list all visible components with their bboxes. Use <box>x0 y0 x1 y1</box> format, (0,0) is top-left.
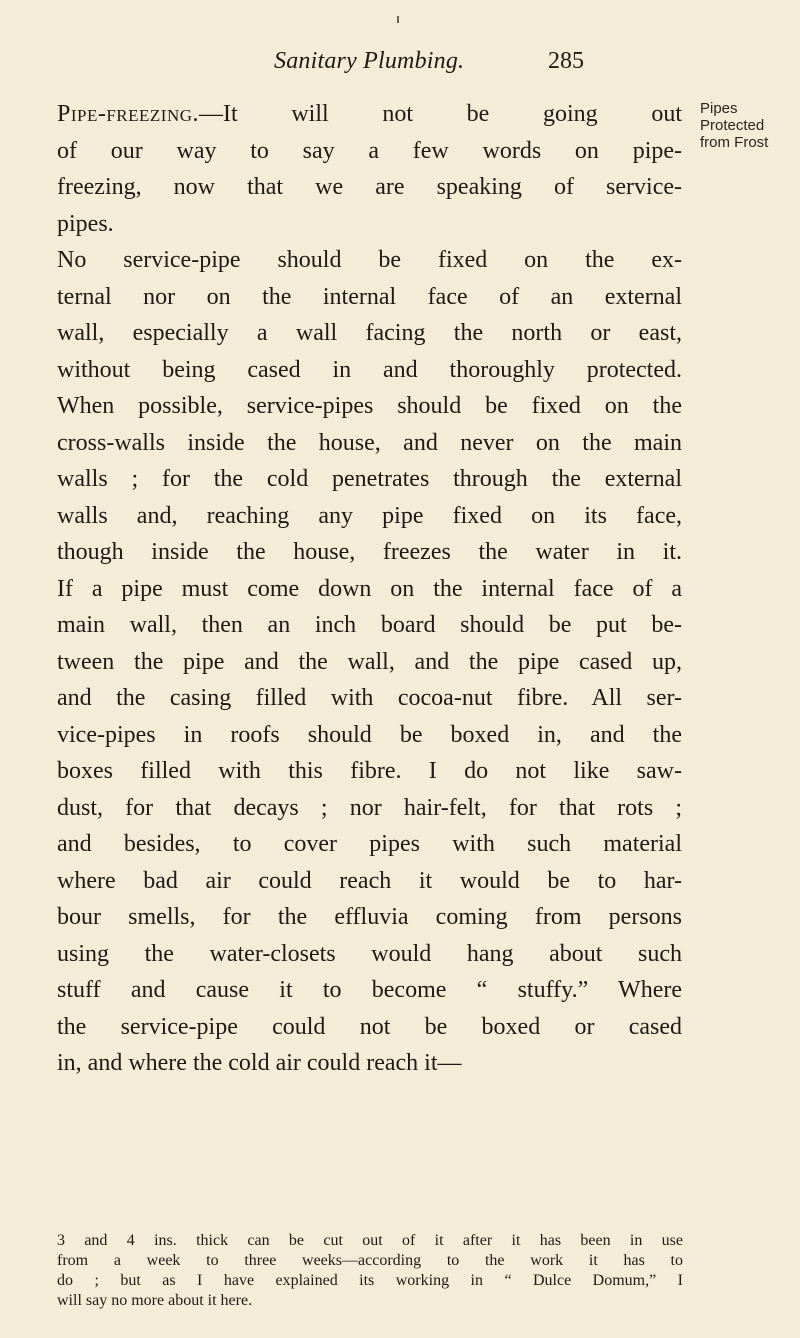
ink-mark <box>397 16 399 23</box>
footnote-line: will say no more about it here. <box>57 1292 253 1309</box>
margin-note <box>700 100 794 151</box>
margin-note-line: Protected <box>700 117 765 134</box>
margin-note-line: Pipes <box>700 100 738 117</box>
paragraph-2-line: and besides, to cover pipes with such material <box>57 831 682 857</box>
paragraph-2-line: walls and, reaching any pipe fixed on its face, <box>57 502 682 529</box>
paragraph-2-line: No service-pipe should be fixed on the ex- <box>57 247 682 273</box>
running-title: Sanitary Plumbing. <box>274 48 465 74</box>
paragraph-2-line: wall, especially a wall facing the north or east, <box>57 320 682 346</box>
paragraph-2-line: vice-pipes in roofs should be boxed in, and the <box>57 721 682 748</box>
running-head <box>0 48 800 84</box>
section-heading: Pipe-freezing. <box>57 101 200 127</box>
paragraph-2-line: bour smells, for the effluvia coming from persons <box>57 904 682 930</box>
footnote-line: from a week to three weeks—according to the work it has to <box>57 1252 683 1269</box>
paragraph-2-line: ternal nor on the internal face of an external <box>57 283 682 310</box>
paragraph-2-line: tween the pipe and the wall, and the pipe cased up, <box>57 648 682 675</box>
paragraph-2-line: stuff and cause it to become “ stuffy.” Where <box>57 977 682 1003</box>
paragraph-2-line: boxes filled with this fibre. I do not like saw- <box>57 758 682 784</box>
paragraph-2-line: in, and where the cold air could reach it— <box>57 1050 462 1076</box>
paragraph-2-line: where bad air could reach it would be to har- <box>57 867 682 894</box>
paragraph-1-line: Pipe-freezing.—It will not be going out <box>57 101 682 127</box>
paragraph-1-line: freezing, now that we are speaking of service- <box>57 174 682 200</box>
paragraph-2-line: cross-walls inside the house, and never on the main <box>57 429 682 456</box>
paragraph-2-line: main wall, then an inch board should be put be- <box>57 612 682 638</box>
footnote <box>57 1231 683 1311</box>
paragraph-2-line: walls ; for the cold penetrates through the external <box>57 466 682 492</box>
paragraph-2-line: using the water-closets would hang about such <box>57 940 682 967</box>
paragraph-2-line: If a pipe must come down on the internal face of a <box>57 575 682 602</box>
page-number: 285 <box>548 48 584 74</box>
margin-note-line: from Frost <box>700 134 769 151</box>
paragraph-2-line: and the casing filled with cocoa-nut fibre. All ser- <box>57 685 682 711</box>
paragraph-2-line: When possible, service-pipes should be fixed on the <box>57 393 682 419</box>
paragraph-2-line: dust, for that decays ; nor hair-felt, for that rots ; <box>57 794 682 821</box>
footnote-line: do ; but as I have explained its working in “ Dulce Domum,” I <box>57 1272 683 1289</box>
paragraph-2-line: without being cased in and thoroughly protected. <box>57 356 682 383</box>
paragraph-1-line: of our way to say a few words on pipe- <box>57 137 682 164</box>
body-text <box>57 96 682 1082</box>
paragraph-1-line: pipes. <box>57 210 114 237</box>
paragraph-2-line: though inside the house, freezes the water in it. <box>57 539 682 565</box>
paragraph-2-line: the service-pipe could not be boxed or cased <box>57 1013 682 1040</box>
footnote-line: 3 and 4 ins. thick can be cut out of it after it has been in use <box>57 1232 683 1249</box>
